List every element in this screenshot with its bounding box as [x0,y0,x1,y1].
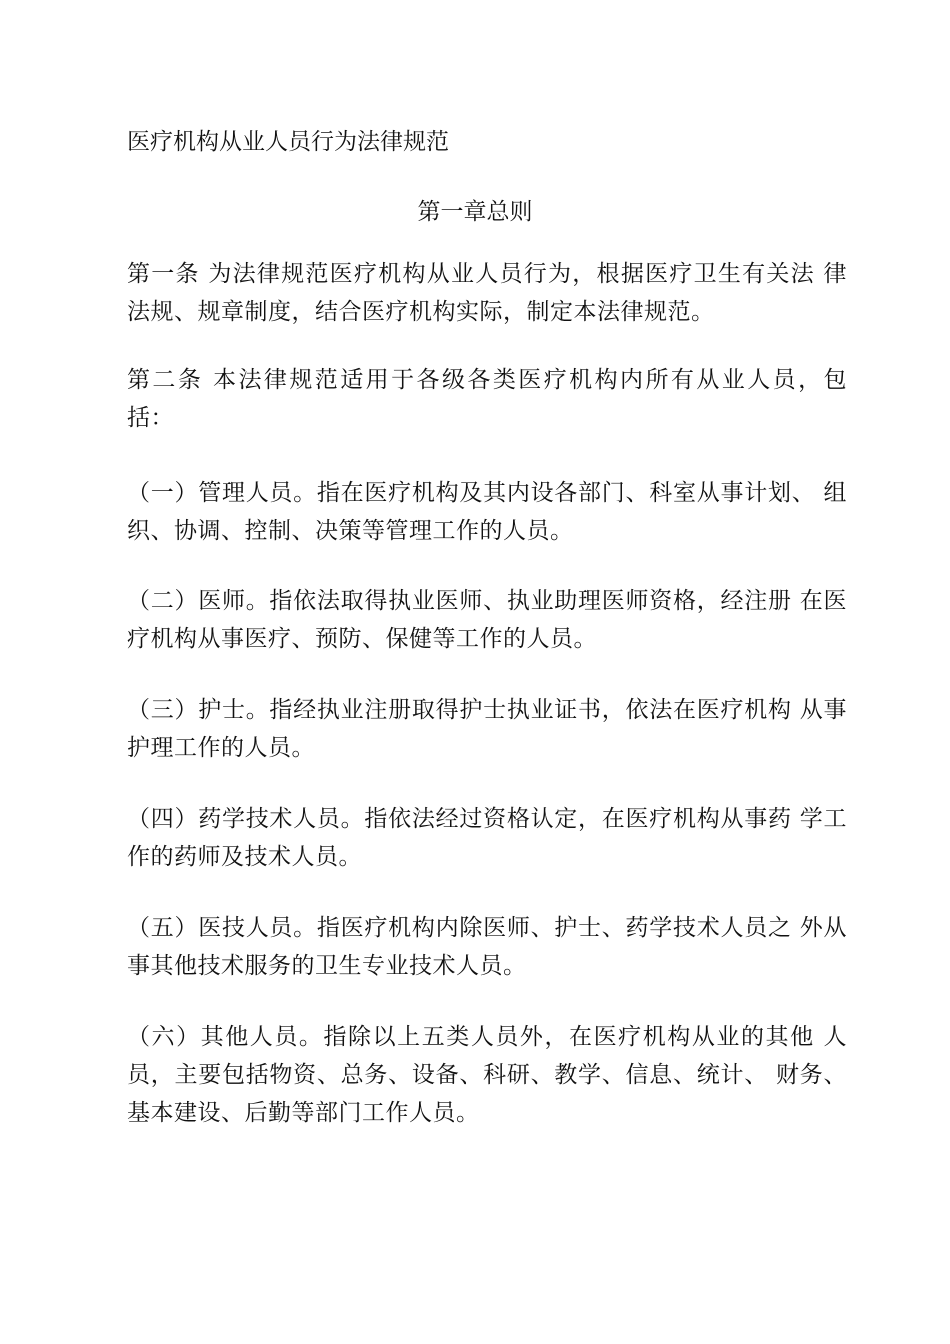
paragraph-line: （三）护士。指经执业注册取得护士执业证书，依法在医疗机构 从事 [127,697,847,723]
paragraph-line: （五）医技人员。指医疗机构内除医师、护士、药学技术人员之 外从 [127,915,847,941]
item-2-physicians [127,586,847,662]
article-1 [127,259,847,335]
paragraph-line: （二）医师。指依法取得执业医师、执业助理医师资格，经注册 在医 [127,588,847,614]
paragraph-line: 员，主要包括物资、总务、设备、科研、教学、信息、统计、 财务、 [127,1062,847,1088]
paragraph-line: 第二条 本法律规范适用于各级各类医疗机构内所有从业人员，包 [127,367,847,393]
document-title: 医疗机构从业人员行为法律规范 [127,129,449,155]
paragraph-line: 法规、规章制度，结合医疗机构实际，制定本法律规范。 [127,299,715,325]
paragraph-line: 第一条 为法律规范医疗机构从业人员行为，根据医疗卫生有关法 律 [127,261,847,287]
item-3-nurses [127,695,847,771]
paragraph-line: （四）药学技术人员。指依法经过资格认定，在医疗机构从事药 学工 [127,806,847,832]
paragraph-line: 疗机构从事医疗、预防、保健等工作的人员。 [127,626,597,652]
item-5-medical-technicians [127,913,847,989]
item-6-other-staff [127,1022,847,1136]
chapter-title: 第一章总则 [417,199,533,225]
paragraph-line: 括： [127,405,174,431]
paragraph-line: 基本建设、后勤等部门工作人员。 [127,1100,480,1126]
paragraph-line: （一）管理人员。指在医疗机构及其内设各部门、科室从事计划、 组 [127,480,847,506]
paragraph-line: 织、协调、控制、决策等管理工作的人员。 [127,518,574,544]
article-2 [127,365,847,441]
paragraph-line: 作的药师及技术人员。 [127,844,362,870]
item-1-management-staff [127,478,847,554]
paragraph-line: （六）其他人员。指除以上五类人员外，在医疗机构从业的其他 人 [127,1024,847,1050]
item-4-pharmacy-staff [127,804,847,880]
paragraph-line: 事其他技术服务的卫生专业技术人员。 [127,953,527,979]
paragraph-line: 护理工作的人员。 [127,735,315,761]
